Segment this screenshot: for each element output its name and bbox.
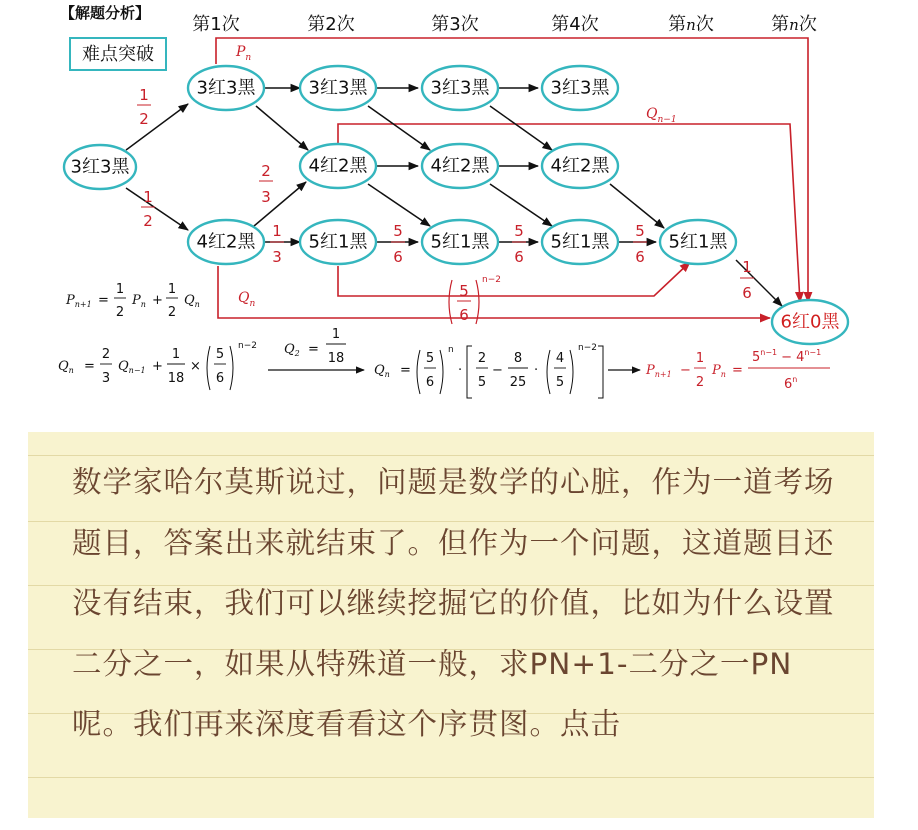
svg-text:−: − xyxy=(680,363,691,378)
node-start xyxy=(64,145,136,189)
label-start-up xyxy=(137,86,151,128)
column-header-3: 第3次 xyxy=(431,14,479,35)
svg-text:5: 5 xyxy=(635,222,645,240)
path-56-power xyxy=(338,262,690,296)
column-header-n: 第n次 xyxy=(668,14,714,35)
svg-text:=: = xyxy=(308,342,319,357)
formula-p-recurrence xyxy=(65,282,200,320)
svg-text:6红0黑: 6红0黑 xyxy=(780,311,840,333)
svg-text:1: 1 xyxy=(695,351,705,366)
svg-text:−: − xyxy=(492,363,503,378)
svg-text:=: = xyxy=(732,363,743,378)
formula-q-recurrence xyxy=(58,341,257,390)
node-r3c xyxy=(422,220,498,264)
svg-text:6: 6 xyxy=(393,248,403,266)
svg-text:Qn: $Q_n$ xyxy=(374,363,390,379)
svg-text:2: 2 xyxy=(139,110,149,128)
svg-text:3: 3 xyxy=(272,248,282,266)
svg-text:Q2: $Q_2$ xyxy=(284,342,300,358)
label-r3b-r3c xyxy=(391,222,405,266)
formula-q-closed xyxy=(374,343,640,398)
label-start-down xyxy=(141,188,155,230)
svg-text:n: n xyxy=(448,345,454,355)
svg-text:25: 25 xyxy=(509,375,527,390)
svg-text:6: 6 xyxy=(635,248,645,266)
svg-text:2: 2 xyxy=(477,351,487,366)
svg-text:×: × xyxy=(190,359,201,374)
note-paragraph: 数学家哈尔莫斯说过，问题是数学的心脏，作为一道考场题目，答案出来就结束了。但作为一个问题，这道题目还没有结束，我们可以继续挖掘它的价值，比如为什么设置二分之一，如果从特殊道一般，求PN+1-二分之一PN呢。我们再来深度看看这个序贯图。点击 xyxy=(72,465,835,741)
label-r3c-r3d xyxy=(512,222,526,266)
node-r1d xyxy=(542,66,618,110)
svg-text:5红1黑: 5红1黑 xyxy=(550,231,610,253)
svg-text:Qn−1: $Q_{n-1}$ xyxy=(118,359,146,375)
svg-text:Qn: $Q_n$ xyxy=(58,359,74,375)
svg-text:6: 6 xyxy=(425,375,435,390)
svg-text:2: 2 xyxy=(261,162,271,180)
arrow-r2a-r3c xyxy=(368,184,430,226)
column-header-4: 第4次 xyxy=(551,14,599,35)
arrow-start-r3a xyxy=(126,188,188,230)
svg-text:2: 2 xyxy=(101,347,111,362)
node-final xyxy=(772,300,848,344)
svg-text:1: 1 xyxy=(331,327,341,342)
node-r2b xyxy=(422,144,498,188)
column-header-1: 第1次 xyxy=(192,14,240,35)
svg-text:Pn+1: $P_{n+1}$ xyxy=(646,363,672,379)
svg-text:Pn: $P_n$ xyxy=(712,363,726,379)
column-header-n-final: 第n次 xyxy=(771,14,817,35)
arrow-r1c-r2c xyxy=(490,106,552,150)
svg-text:·: · xyxy=(458,363,463,378)
formula-condition xyxy=(268,327,364,370)
svg-text:2: 2 xyxy=(143,212,153,230)
svg-text:5: 5 xyxy=(459,282,469,300)
svg-text:4红2黑: 4红2黑 xyxy=(550,155,610,177)
svg-text:5: 5 xyxy=(514,222,524,240)
svg-text:8: 8 xyxy=(513,351,523,366)
label-56-power xyxy=(449,275,501,324)
svg-text:1: 1 xyxy=(272,222,282,240)
node-r2a xyxy=(300,144,376,188)
svg-text:4红2黑: 4红2黑 xyxy=(196,231,256,253)
svg-text:2: 2 xyxy=(115,305,125,320)
svg-text:2: 2 xyxy=(167,305,177,320)
formula-p-result xyxy=(645,348,830,392)
difficulty-label: 难点突破 xyxy=(82,44,154,65)
svg-text:3红3黑: 3红3黑 xyxy=(70,156,130,178)
node-r1b xyxy=(300,66,376,110)
label-r3e-final xyxy=(740,258,754,302)
svg-text:3: 3 xyxy=(101,371,111,386)
svg-text:+: + xyxy=(152,293,163,308)
label-Qn: $Q_n$ xyxy=(238,290,256,309)
svg-text:5: 5 xyxy=(393,222,403,240)
svg-text:3红3黑: 3红3黑 xyxy=(196,77,256,99)
svg-text:1: 1 xyxy=(171,347,181,362)
label-r3a-r3b xyxy=(270,222,284,266)
svg-text:6: 6 xyxy=(459,306,469,324)
path-Qn xyxy=(218,266,770,318)
svg-text:+: + xyxy=(152,359,163,374)
svg-text:n−2: n−2 xyxy=(238,341,257,351)
svg-text:Qn: $Q_n$ xyxy=(184,293,200,309)
svg-text:6: 6 xyxy=(514,248,524,266)
label-r3d-r3e xyxy=(633,222,647,266)
svg-text:6: 6 xyxy=(215,371,225,386)
node-r1a xyxy=(188,66,264,110)
svg-text:3: 3 xyxy=(261,188,271,206)
svg-text:4红2黑: 4红2黑 xyxy=(308,155,368,177)
svg-text:Pn: $P_n$ xyxy=(132,293,146,309)
svg-text:6n: 6$^n$ xyxy=(784,375,798,392)
svg-text:Pn+1: $P_{n+1}$ xyxy=(66,293,92,309)
label-Pn: $P_n$ xyxy=(236,44,252,63)
svg-text:3红3黑: 3红3黑 xyxy=(550,77,610,99)
label-r3a-r2a xyxy=(259,162,273,206)
arrow-start-r1a xyxy=(126,104,188,150)
analysis-label: 【解题分析】 xyxy=(60,4,151,22)
node-r2c xyxy=(542,144,618,188)
node-r3e xyxy=(660,220,736,264)
svg-text:18: 18 xyxy=(327,351,345,366)
svg-text:5红1黑: 5红1黑 xyxy=(308,231,368,253)
svg-text:6: 6 xyxy=(742,284,752,302)
arrow-r1b-r2b xyxy=(368,106,430,150)
svg-text:=: = xyxy=(84,359,95,374)
svg-text:4: 4 xyxy=(555,351,565,366)
arrow-r1a-r2a xyxy=(256,106,308,150)
svg-text:1: 1 xyxy=(139,86,149,104)
svg-text:5红1黑: 5红1黑 xyxy=(430,231,490,253)
svg-text:3红3黑: 3红3黑 xyxy=(308,77,368,99)
svg-text:5: 5 xyxy=(477,375,487,390)
column-header-2: 第2次 xyxy=(307,14,355,35)
node-r1c xyxy=(422,66,498,110)
svg-text:1: 1 xyxy=(115,282,125,297)
svg-text:=: = xyxy=(98,293,109,308)
arrow-r2b-r3d xyxy=(490,184,552,226)
svg-text:5: 5 xyxy=(215,347,225,362)
svg-text:=: = xyxy=(400,363,411,378)
svg-text:2: 2 xyxy=(695,375,705,390)
node-r3b xyxy=(300,220,376,264)
svg-text:1: 1 xyxy=(742,258,752,276)
svg-text:5红1黑: 5红1黑 xyxy=(668,231,728,253)
node-r3a xyxy=(188,220,264,264)
label-Qn-1: $Q_{n-1}$ xyxy=(646,106,677,125)
svg-text:·: · xyxy=(534,363,539,378)
svg-text:4红2黑: 4红2黑 xyxy=(430,155,490,177)
svg-text:5: 5 xyxy=(555,375,565,390)
svg-text:5: 5 xyxy=(425,351,435,366)
node-r3d xyxy=(542,220,618,264)
svg-text:n−2: n−2 xyxy=(482,275,501,285)
svg-text:18: 18 xyxy=(167,371,185,386)
svg-text:1: 1 xyxy=(143,188,153,206)
svg-text:n−2: n−2 xyxy=(578,343,597,353)
svg-text:3红3黑: 3红3黑 xyxy=(430,77,490,99)
svg-text:1: 1 xyxy=(167,282,177,297)
svg-text:5n−1−4n−1: $5^{n-1} - 4^{n-1}$ xyxy=(752,348,822,365)
